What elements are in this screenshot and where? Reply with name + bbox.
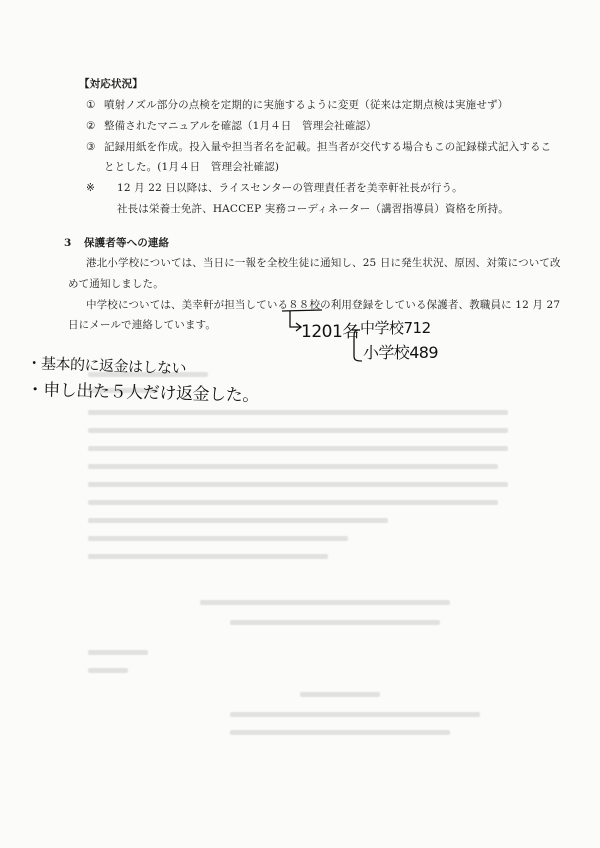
section3-para1-line2: めて通知しました。 — [68, 278, 164, 290]
item-text-line2: ととした。(1月４日 管理会社確認) — [104, 161, 280, 173]
section3-para2-line1: 中学校については、美幸軒が担当している８８校の利用登録をしている保護者、教職員に 12 月 27 — [86, 299, 561, 311]
note-line2: 社長は栄養士免許、HACCEP 実務コーディネーター（講習指導員）資格を所持。 — [117, 203, 509, 215]
handwritten-elementary-school: 小学校489 — [363, 343, 438, 362]
item-number: ① — [86, 99, 96, 111]
item-text: 噴射ノズル部分の点検を定期的に実施するように変更（従来は定期点検は実施せず） — [104, 99, 509, 111]
section3-para1-line1: 港北小学校については、当日に一報を全校生徒に通知し、25 日に発生状況、原因、対策について改 — [86, 257, 561, 269]
handwritten-total: 1201名 — [301, 322, 359, 342]
item-text-line1: 記録用紙を作成。投入量や担当者名を記載。担当者が交代する場合もこの記録様式記入するこ — [104, 141, 552, 153]
handwritten-note-line2: ・申し出た５人だけ返金した。 — [26, 379, 260, 407]
item-text: 整備されたマニュアルを確認（1月４日 管理会社確認） — [104, 120, 377, 132]
section3-para2-line2: 日にメールで連絡しています。 — [68, 319, 217, 331]
section3-number: 3 — [64, 237, 72, 249]
note-line1: 12 月 22 日以降は、ライスセンターの管理責任者を美幸軒社長が行う。 — [117, 182, 463, 194]
item-number: ③ — [86, 141, 96, 153]
handwritten-middle-school: 中学校712 — [360, 319, 431, 337]
section-heading: 【対応状況】 — [79, 78, 143, 90]
item-number: ② — [86, 120, 96, 132]
section3-title: 保護者等への連絡 — [84, 237, 170, 249]
handwritten-note-line1: ・基本的に返金はしない — [26, 353, 187, 378]
note-mark: ※ — [86, 182, 95, 194]
